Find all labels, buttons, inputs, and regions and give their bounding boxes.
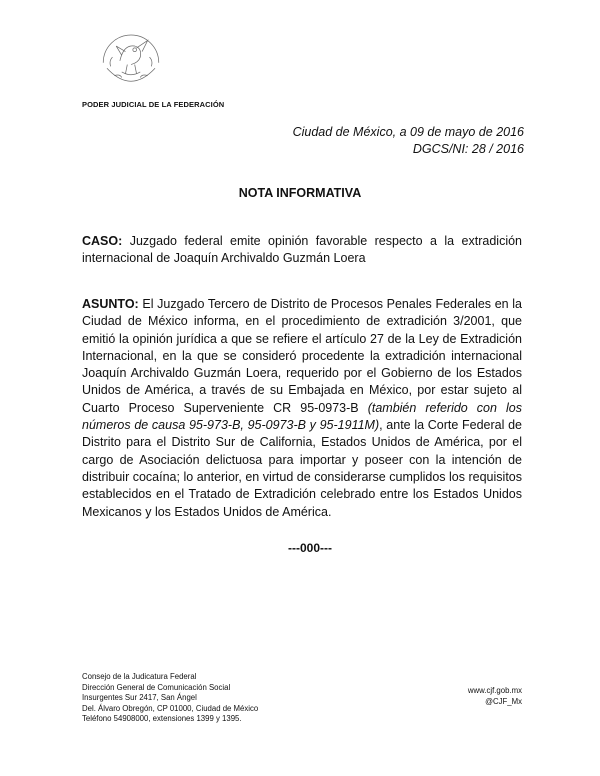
footer-line: Consejo de la Judicatura Federal — [82, 672, 197, 681]
footer-address — [82, 672, 258, 725]
subject-text-italic: (también referido con los números de causa 95-973-B, 95-0973-B y 95-1911M) — [82, 400, 522, 433]
date-reference-block — [293, 124, 524, 158]
footer-contact — [468, 686, 522, 707]
footer-line: Del. Álvaro Obregón, CP 01000, Ciudad de México — [82, 703, 259, 713]
case-label: CASO: — [82, 234, 123, 248]
footer-line: Teléfono 54908000, extensiones 1399 y 1395. — [82, 714, 242, 723]
closing-separator: ---000--- — [288, 541, 332, 555]
place-date: Ciudad de México, a 09 de mayo de 2016 — [292, 125, 524, 139]
case-text: Juzgado federal emite opinión favorable respecto a la extradición internacional de Joaquín Archivaldo Guzmán Loera — [82, 234, 522, 266]
subject-text-2: , ante la Corte Federal de Distrito para el Distrito Sur de California, Estados Unidos de América, por el cargo de Asociación delictuosa para importar y poseer con la intención de distribuir cocaína; lo anterior, en virtud de considerarse cumplidos los requisitos establecidos en el Tratado de Extradición celebrado entre los Estados Unidos Mexicanos y los Estados Unidos de América. — [82, 418, 522, 519]
footer-line: Insurgentes Sur 2417, San Ángel — [82, 693, 197, 702]
subject-text-1: El Juzgado Tercero de Distrito de Procesos Penales Federales en la Ciudad de México informa, en el procedimiento de extradición 3/2001, que emitió la opinión jurídica a que se refiere el artículo 27 de la Ley de Extradición Internacional, en la que se consideró procedente la extradición internacional Joaquín Archivaldo Guzmán Loera, requerido por el Gobierno de los Estados Unidos de América, a través de su Embajada en México, por estar sujeto al Cuarto Proceso Superveniente CR 95-0973-B — [82, 297, 522, 415]
footer-social-handle: @CJF_Mx — [485, 696, 522, 706]
reference-number: DGCS/NI: 28 / 2016 — [412, 142, 524, 156]
case-paragraph — [82, 233, 522, 268]
footer-line: Dirección General de Comunicación Social — [82, 682, 231, 692]
footer-website: www.cjf.gob.mx — [467, 686, 522, 695]
subject-label: ASUNTO: — [82, 297, 139, 311]
national-seal-icon — [94, 20, 168, 98]
document-title: NOTA INFORMATIVA — [238, 186, 362, 200]
subject-paragraph — [82, 296, 522, 521]
institution-name: PODER JUDICIAL DE LA FEDERACIÓN — [82, 100, 225, 109]
